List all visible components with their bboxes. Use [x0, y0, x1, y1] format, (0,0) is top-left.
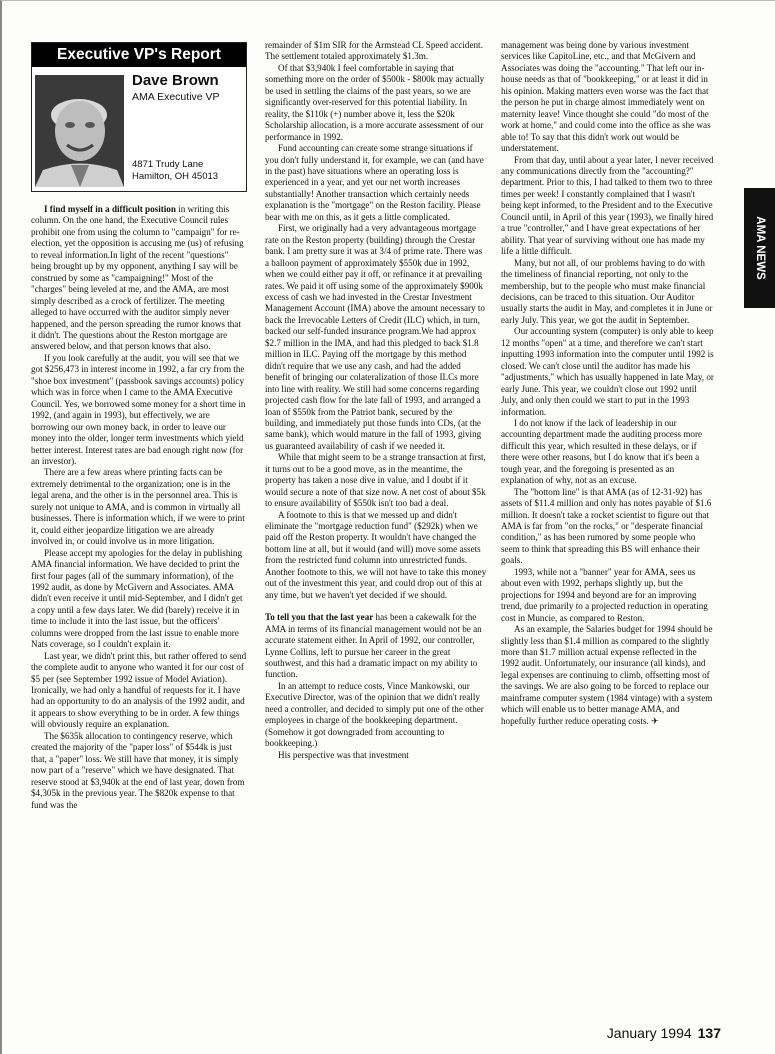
lead-in: I find myself in a difficult position: [44, 204, 176, 214]
column-title: Executive VP's Report: [32, 43, 246, 67]
address-street: 4871 Trudy Lane: [132, 159, 204, 170]
paragraph: I do not know if the lack of leadership in our accounting department made the auditing process more difficult this year, which resulted in these delays, or if there were other reasons, but I do know that it's been a tough year, and the foregoing is presented as an explanation of why, not as an excuse.: [501, 417, 703, 486]
column-header: [31, 42, 247, 192]
paragraph: [265, 612, 487, 681]
paragraph-text: has been a cakewalk for the AMA in terms of its financial management would not be an accurate statement either. In April of 1992, our controller, Lynne Collins, left to pursue her career in the great southwest, and this had a dramatic impact on my ability to function.: [265, 612, 482, 680]
paragraph: There are a few areas where printing facts can be extremely detrimental to the organization; one is in the legal arena, and the other is in the personnel area. This is surely not unique to AMA, and is common in virtually all businesses. There is information which, if we were to print it, could either jeopardize litigation we are already involved in, or could involve us in more litigation.: [31, 467, 245, 547]
paragraph: Of that $3,940k I feel comfortable in saying that something more on the order of $500k - $800k may actually be used in settling the claims of the past years, so we are significantly over-reserved for this potential liability. In reality, the $110k (+) number above it, less the $20k Scholarship allocation, is a more accurate assessment of our performance in 1992.: [265, 62, 485, 142]
paragraph: His perspective was that investment: [278, 749, 409, 760]
author-photo: [35, 75, 124, 187]
paragraph: Fund accounting can create some strange situations if you don't fully understand it, for example, we can (and have in the past) have situations where an operating loss is experienced in a year, and yet our net worth increases substantially! Another transaction which certainly needs explanation is the "mortgage" on the Reston facility. Please bear with me on this, as it gets a little complicated.: [265, 143, 484, 222]
paragraph: From that day, until about a year later, I never received any communications directly from the "accounting?" department. Prior to this, I had talked to them two to three times per week! I constantly complained that I wasn't being kept informed, to the President and to the Executive Council until, in April of this year (1993), we finally hired a true "controller," and I have great expectations of her ability. That year of surviving without one has made my life a little difficult.: [501, 154, 714, 257]
paragraph: [501, 40, 715, 155]
paragraph: A footnote to this is that we messed up and didn't eliminate the "mortgage reduction fund" ($292k) when we paid off the Reston property. It wouldn't have changed the bottom line at all, but it would (and will) move some assets from the restricted fund column into unrestricted funds. Another footnote to this, we will not have to take this money out of the investment this year, and could drop out of this at any time, but we haven't yet decided if we should.: [265, 509, 487, 600]
paragraph: The "bottom line" is that AMA (as of 12-31-92) has assets of $11.4 million and only has notes payable of $1.6 million. It doesn't take a rocket scientist to figure out that AMA is far from "on the rocks," or "desperate financial condition," as has been rumored by some people who seem to think that spreading this BS will enhance their goals.: [501, 486, 712, 566]
author-name: Dave Brown: [132, 72, 219, 89]
paragraph: Our accounting system (computer) is only able to keep 12 months "open" at a time, and therefore we can't start inputting 1993 information into the computer until 1992 is closed. We can't close until the auditor has made his "adjustments," which has usually happened in late May, or early June. This year, we couldn't close out 1992 until July, and only then could we start to put in the 1993 information.: [501, 326, 714, 417]
section-tab-label: AMA NEWS: [753, 216, 766, 280]
paragraph: Last year, we didn't print this, but rather offered to send the complete audit to anyone who wanted it for our cost of $5 per (see September 1992 issue of Model Aviation). Ironically, we had only a handful of requests for it. I have had an opportunity to do an analysis of the 1992 audit, and it appears to show everything to be in order. A few things will obviously require an explanation.: [31, 650, 247, 730]
paragraph-gap: [265, 601, 487, 612]
paragraph: As an example, the Salaries budget for 1994 should be slightly less than $1.4 million as compared to the slightly more than $1.7 million actual expense reflected in the 1992 audit. Unfortunately, our insurance (all kinds), and legal expenses are continuing to climb, offsetting most of the savings. We are also going to be forced to replace our mainframe computer system (1984 vintage) with a system which will enable us to better manage AMA, and hopefully further reduce operating costs. ✈: [501, 624, 713, 726]
paragraph: First, we originally had a very advantageous mortgage rate on the Reston property (building) through the Crestar bank. I am pretty sure it was at 3/4 of prime rate. There was a balloon payment of approximately $550k due in 1992, when we could either pay it off, or refinance it at prevailing rates. We paid it off using some of the approximately $900k excess of cash we had invested in the Crestar Investment Management Account (IMA) above the amount necessary to back the Irrevocable Letters of Credit (ILC) which, in turn, backed our self-funded insurance program.We had approx $2.7 million in the IMA, and had this pledged to back $1.8 million in ILC. Paying off the mortgage by this method didn't require that we use any cash, and had the added benefit of bringing our colateralization of those ILCs more into line with reality. We still had some concerns regarding projected cash flow for the late fall of 1993, and arranged a loan of $550k from the Patriot bank, secured by the building, and immediately put those funds into CDs, (at the same bank), which would mature in the fall of 1993, giving us guaranteed availability of cash if we needed it.: [265, 223, 485, 451]
page-footer: [607, 1025, 721, 1041]
page-number: 137: [697, 1025, 721, 1041]
paragraph: [31, 204, 247, 353]
paragraph: If you look carefully at the audit, you will see that we got $256,473 in interest income in 1992, a far cry from the "shoe box investment" (passbook savings accounts) policy which was in force when I came to the AMA Executive Council. Yes, we borrowed some money for a short time in 1992, (and again in 1993), but effectively, we are borrowing our own money back, in order to leave our money into the older, longer term investments which yield better interest. Interest rates are bad enough right now (for an investor).: [31, 352, 246, 466]
text-column-1: [31, 204, 247, 1034]
author-address: [132, 159, 218, 183]
issue-date: January 1994: [606, 1025, 692, 1041]
author-portrait-image: [35, 75, 124, 187]
paragraph-text: management was being done by various investment services like CapitoLine, etc., and that McGivern and Associates was doing the "accounting." That left our in-house needs as that of "bookkeeping," or at least it did in his opinion. Making matters even worse was the fact that the person he put in charge almost immediately went on maternity leave! Vince thought she could "do most of the work at home," and could come into the office as she was able to! To say that this didn't work out would be understatement.: [501, 40, 711, 154]
lead-in: To tell you that the last year: [265, 612, 374, 623]
address-city: Hamilton, OH 45013: [132, 171, 219, 182]
author-position: AMA Executive VP: [132, 91, 220, 103]
text-column-2: [265, 40, 487, 1030]
text-column-3: [501, 40, 715, 726]
paragraph: While that might seem to be a strange transaction at first, it turns out to be a good move, as in the meantime, the property has taken a nose dive in value, and I doubt if it would secure a note of that size now. A net cost of about $5k to ensure availability of $550k isn't too bad a deal.: [265, 452, 486, 509]
paragraph: Please accept my apologies for the delay in publishing AMA financial information. We have decided to print the first four pages (all of the summary information), of the 1992 audit, as done by McGivern and Associates. AMA didn't even receive it until mid-September, and I didn't get a copy until a few days later. We did (barely) receive it in time to include it into the last issue, but the officers' columns were dropped from the last issue to enable more Nats coverage, so I couldn't explain it.: [31, 547, 243, 650]
paragraph-text: in writing this column. On the one hand, the Executive Council rules prohibit one from using the column to "campaign" for re-election, yet the opposition is accusing me (us) of refusing to reveal information.In light of the recent "questions" being brought up by my opponent, anything I say will be construed by some as "campaigning!" Most of the "charges" being leveled at me, and the AMA, are most simply described as a crock of fertilizer. The meeting alleged to have occurred with the auditor simply never happened, and the person spreading the rumor knows that it didn't. The questions about the Reston mortgage are answered below, and that person knows that also.: [31, 204, 244, 352]
paragraph: Many, but not all, of our problems having to do with the timeliness of financial reporting, not only to the membership, but to the people who must make financial decisions, can be traced to this situation. Our Auditor usually starts the audit in May, and completes it in June or early July. This year, we got the audit in September.: [501, 257, 713, 325]
paragraph: The $635k allocation to contingency reserve, which created the majority of the "paper loss" of $544k is just that, a "paper" loss. We still have that money, it is simply now part of a "reserve" which we have designated. That reserve stood at $3,940k at the end of last year, down from $4,305k in the previous year. The $820k expense to that fund was the: [31, 730, 245, 810]
paragraph-text: remainder of $1m SIR for the Armstead CL Speed accident. The settlement totaled approximately $1.3m.: [265, 40, 483, 62]
paragraph: In an attempt to reduce costs, Vince Mankowski, our Executive Director, was of the opinion that we didn't really need a controller, and decided to simply put one of the other employees in charge of the bookkeeping department. (Somehow it got downgraded from accounting to bookkeeping.): [265, 680, 484, 749]
section-tab: [744, 188, 775, 308]
paragraph: [265, 40, 487, 63]
paragraph: 1993, while not a "banner" year for AMA, sees us about even with 1992, perhaps slightly up, but the projections for 1994 and beyond are for an improving trend, due primarily to a projected reduction in operating cost in Muncie, as compared to Reston.: [501, 566, 708, 623]
